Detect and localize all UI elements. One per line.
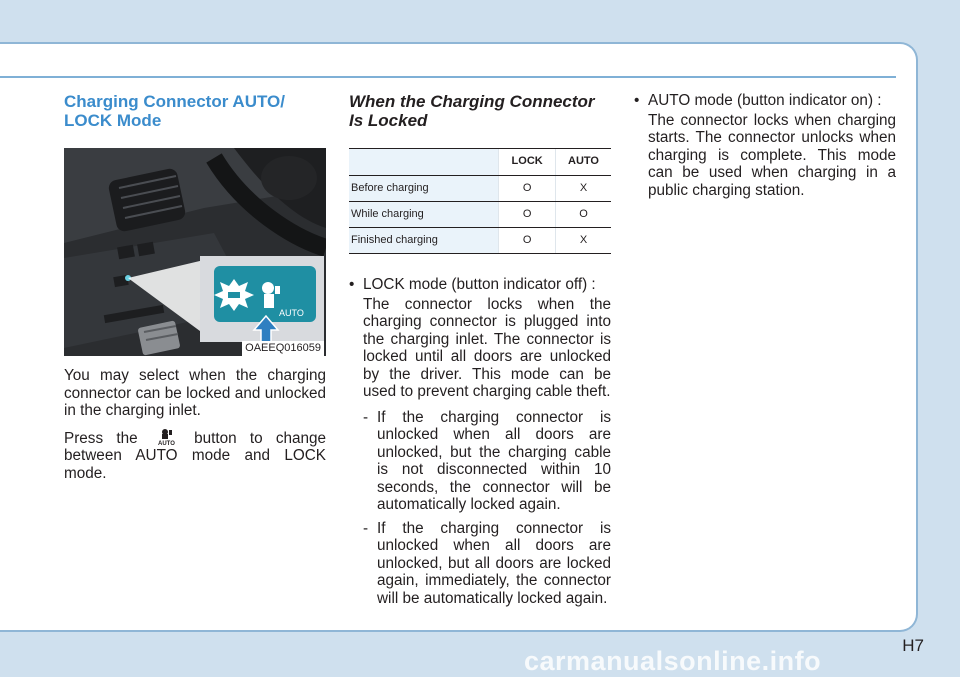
dashboard-figure [64,148,326,356]
auto-value: X [555,228,611,254]
row-label: Before charging [349,176,499,202]
sub-dash: - [363,519,369,537]
lock-mode-bullet [349,276,611,294]
bullet-dot: • [634,92,640,109]
table-row [349,202,611,228]
inline-icon-label: AUTO [157,440,175,446]
left-column [64,92,326,490]
intro-paragraph: You may select when the charging connector can be locked and unlocked in the charging inlet. [64,367,326,419]
auto-value: X [555,176,611,202]
lock-sub-item-1 [349,409,611,514]
lock-mode-description: The connector locks when the charging connector is plugged into the charging inlet. The connector is locked until all doors are unlocked by the driver. This mode can be used to prevent charging cable theft. [363,295,611,400]
lock-sub-text-2: If the charging connector is unlocked when all doors are unlocked, but all doors are locked again, immediately, the connector will be automatically locked again. [377,519,611,607]
auto-mode-bullet [634,92,896,110]
table-row [349,228,611,254]
page-number: H7 [902,636,924,655]
lock-sub-item-2 [349,520,611,608]
figure-code: OAEEQ016059 [242,341,324,356]
press-button-paragraph [64,428,326,483]
figure-button-label: AUTO [279,308,304,318]
table-row [349,176,611,202]
row-label: While charging [349,202,499,228]
table-header-blank [349,149,499,176]
lock-value: O [499,228,556,254]
press-text-before: Press the [64,429,138,447]
sub-dash: - [363,408,369,426]
table-header-auto: AUTO [555,149,611,176]
auto-mode-title: AUTO mode (button indicator on) : [648,92,882,109]
lock-sub-text-1: If the charging connector is unlocked when all doors are unlocked, but the charging cable is not disconnected within 10 seconds, the connector will be automatically locked again. [377,408,611,513]
right-column [634,92,896,207]
bullet-dot: • [349,276,355,293]
middle-column [349,92,611,607]
table-header-row [349,149,611,176]
lock-mode-table [349,148,611,254]
press-text-after: button to change between AUTO mode and LOCK mode. [64,429,327,482]
table-header-lock: LOCK [499,149,556,176]
section-title-locked: When the Charging Connector Is Locked [349,92,595,130]
site-watermark: carmanualsonline.info [524,646,822,676]
auto-lock-button-icon [155,428,177,446]
auto-mode-description: The connector locks when charging starts. The connector unlocks when charging is complete. This mode can be used when charging in a public charging station. [648,111,896,199]
header-rule [0,76,896,78]
lock-mode-title: LOCK mode (button indicator off) : [363,276,596,293]
dashboard-illustration [64,148,326,356]
section-title-auto-lock: Charging Connector AUTO/ LOCK Mode [64,92,285,130]
lock-value: O [499,176,556,202]
auto-value: O [555,202,611,228]
lock-value: O [499,202,556,228]
row-label: Finished charging [349,228,499,254]
